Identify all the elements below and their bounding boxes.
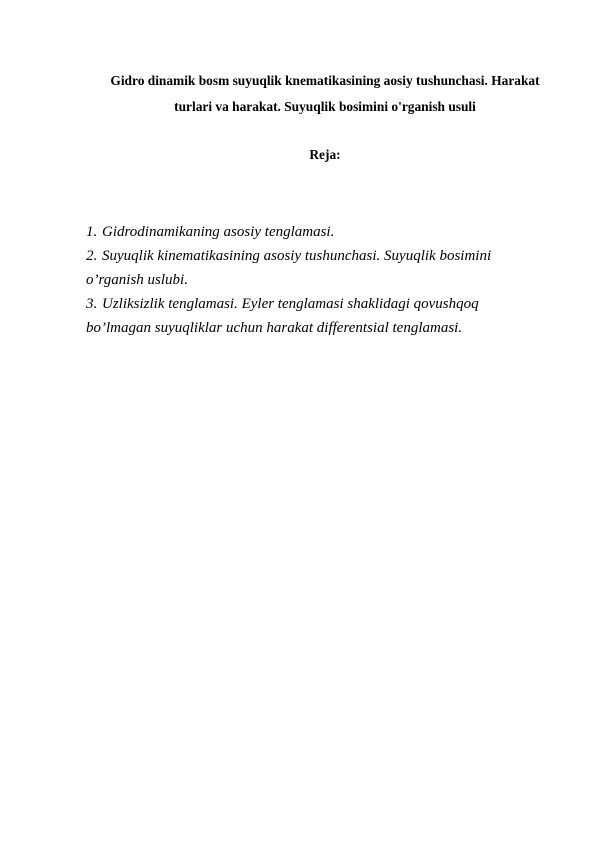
plan-heading: Reja:	[309, 147, 341, 162]
plan-item-2	[86, 244, 556, 268]
plan-item-number: 2.	[86, 248, 98, 264]
plan-item-number: 1.	[86, 224, 98, 240]
plan-item-3-continued	[86, 316, 556, 340]
plan-item-text: Uzliksizlik tenglamasi. Eyler tenglamasi shaklidagi qovushqoq	[102, 296, 479, 312]
plan-item-text: Suyuqlik kinematikasining asosiy tushunchasi. Suyuqlik bosimini	[102, 248, 492, 264]
plan-item-text: o’rganish uslubi.	[86, 272, 188, 288]
plan-item-3	[86, 292, 556, 316]
document-title	[90, 68, 560, 120]
plan-item-text: bo’lmagan suyuqliklar uchun harakat differentsial tenglamasi.	[86, 320, 463, 336]
plan-item-number: 3.	[86, 296, 98, 312]
plan-item-text: Gidrodinamikaning asosiy tenglamasi.	[102, 224, 335, 240]
title-line-1: Gidro dinamik bosm suyuqlik knematikasining aosiy tushunchasi. Harakat	[110, 73, 540, 88]
plan-list	[86, 220, 556, 340]
plan-item-1	[86, 220, 556, 244]
plan-item-2-continued	[86, 268, 556, 292]
title-line-2: turlari va harakat. Suyuqlik bosimini o'rganish usuli	[174, 99, 476, 114]
